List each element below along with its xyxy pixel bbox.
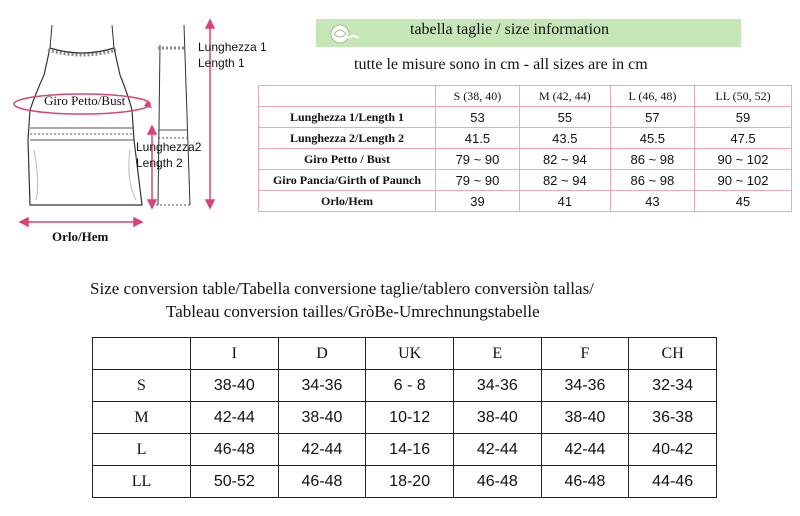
table-row <box>259 149 792 170</box>
units-subtitle: tutte le misure sono in cm - all sizes are in cm <box>354 56 648 73</box>
table-row <box>259 128 792 149</box>
size-header: L (46, 48) <box>610 86 694 107</box>
table-cell: 40-42 <box>629 434 717 466</box>
table-cell: 34-36 <box>453 370 541 402</box>
country-header: CH <box>629 338 717 370</box>
table-cell: 90 ~ 102 <box>695 170 792 191</box>
country-header: E <box>453 338 541 370</box>
table-row <box>259 170 792 191</box>
row-label: Lunghezza 2/Length 2 <box>259 128 436 149</box>
table-row <box>93 370 717 402</box>
row-label: M <box>93 402 191 434</box>
size-header: LL (50, 52) <box>695 86 792 107</box>
table-cell: 57 <box>610 107 694 128</box>
table-row <box>93 434 717 466</box>
table-cell: 46-48 <box>541 466 629 498</box>
table-cell: 53 <box>436 107 520 128</box>
table-cell: 46-48 <box>453 466 541 498</box>
table-cell: 50-52 <box>191 466 279 498</box>
table-cell: 38-40 <box>191 370 279 402</box>
table-cell: 59 <box>695 107 792 128</box>
table-row <box>259 107 792 128</box>
table-cell: 46-48 <box>278 466 366 498</box>
conversion-corner <box>93 338 191 370</box>
table-cell: 6 - 8 <box>366 370 454 402</box>
table-cell: 86 ~ 98 <box>610 170 694 191</box>
table-cell: 18-20 <box>366 466 454 498</box>
size-table-header-row <box>259 86 792 107</box>
table-cell: 42-44 <box>541 434 629 466</box>
table-cell: 38-40 <box>453 402 541 434</box>
table-row <box>93 402 717 434</box>
table-cell: 42-44 <box>453 434 541 466</box>
table-row <box>93 466 717 498</box>
table-cell: 41 <box>519 191 610 212</box>
row-label: L <box>93 434 191 466</box>
table-cell: 43.5 <box>519 128 610 149</box>
table-cell: 34-36 <box>541 370 629 402</box>
rose-icon <box>324 20 360 48</box>
table-cell: 90 ~ 102 <box>695 149 792 170</box>
table-row <box>259 191 792 212</box>
table-cell: 43 <box>610 191 694 212</box>
table-cell: 46-48 <box>191 434 279 466</box>
lunghezza2-label: Lunghezza2 <box>136 140 202 154</box>
table-cell: 79 ~ 90 <box>436 170 520 191</box>
row-label: Giro Pancia/Girth of Paunch <box>259 170 436 191</box>
table-cell: 82 ~ 94 <box>519 170 610 191</box>
table-cell: 36-38 <box>629 402 717 434</box>
length1-label: Length 1 <box>198 56 245 70</box>
garment-illustration <box>0 0 290 250</box>
table-cell: 86 ~ 98 <box>610 149 694 170</box>
conversion-title-line1: Size conversion table/Tabella conversione taglie/tablero conversiòn tallas/ <box>90 279 594 298</box>
table-cell: 10-12 <box>366 402 454 434</box>
conversion-header-row <box>93 338 717 370</box>
table-cell: 34-36 <box>278 370 366 402</box>
row-label: S <box>93 370 191 402</box>
table-cell: 42-44 <box>191 402 279 434</box>
country-header: D <box>278 338 366 370</box>
conversion-title-line2: Tableau conversion tailles/GròBe-Umrechnungstabelle <box>166 302 540 321</box>
table-cell: 47.5 <box>695 128 792 149</box>
row-label: Orlo/Hem <box>259 191 436 212</box>
length2-label: Length 2 <box>136 156 183 170</box>
table-cell: 38-40 <box>541 402 629 434</box>
country-header: F <box>541 338 629 370</box>
size-header: M (42, 44) <box>519 86 610 107</box>
size-info-table <box>258 85 792 212</box>
table-cell: 55 <box>519 107 610 128</box>
table-cell: 45 <box>695 191 792 212</box>
giro-petto-label: Giro Petto/Bust <box>44 93 126 108</box>
table-cell: 82 ~ 94 <box>519 149 610 170</box>
row-label: Lunghezza 1/Length 1 <box>259 107 436 128</box>
size-conversion-table <box>92 337 717 498</box>
table-cell: 41.5 <box>436 128 520 149</box>
lunghezza1-label: Lunghezza 1 <box>198 40 267 54</box>
banner-title: tabella taglie / size information <box>410 21 610 38</box>
table-cell: 38-40 <box>278 402 366 434</box>
row-label: Giro Petto / Bust <box>259 149 436 170</box>
country-header: UK <box>366 338 454 370</box>
table-cell: 42-44 <box>278 434 366 466</box>
table-cell: 39 <box>436 191 520 212</box>
table-cell: 32-34 <box>629 370 717 402</box>
table-cell: 44-46 <box>629 466 717 498</box>
orlo-hem-label: Orlo/Hem <box>52 229 109 244</box>
table-cell: 79 ~ 90 <box>436 149 520 170</box>
row-label: LL <box>93 466 191 498</box>
country-header: I <box>191 338 279 370</box>
table-cell: 14-16 <box>366 434 454 466</box>
size-table-corner <box>259 86 436 107</box>
table-cell: 45.5 <box>610 128 694 149</box>
size-header: S (38, 40) <box>436 86 520 107</box>
